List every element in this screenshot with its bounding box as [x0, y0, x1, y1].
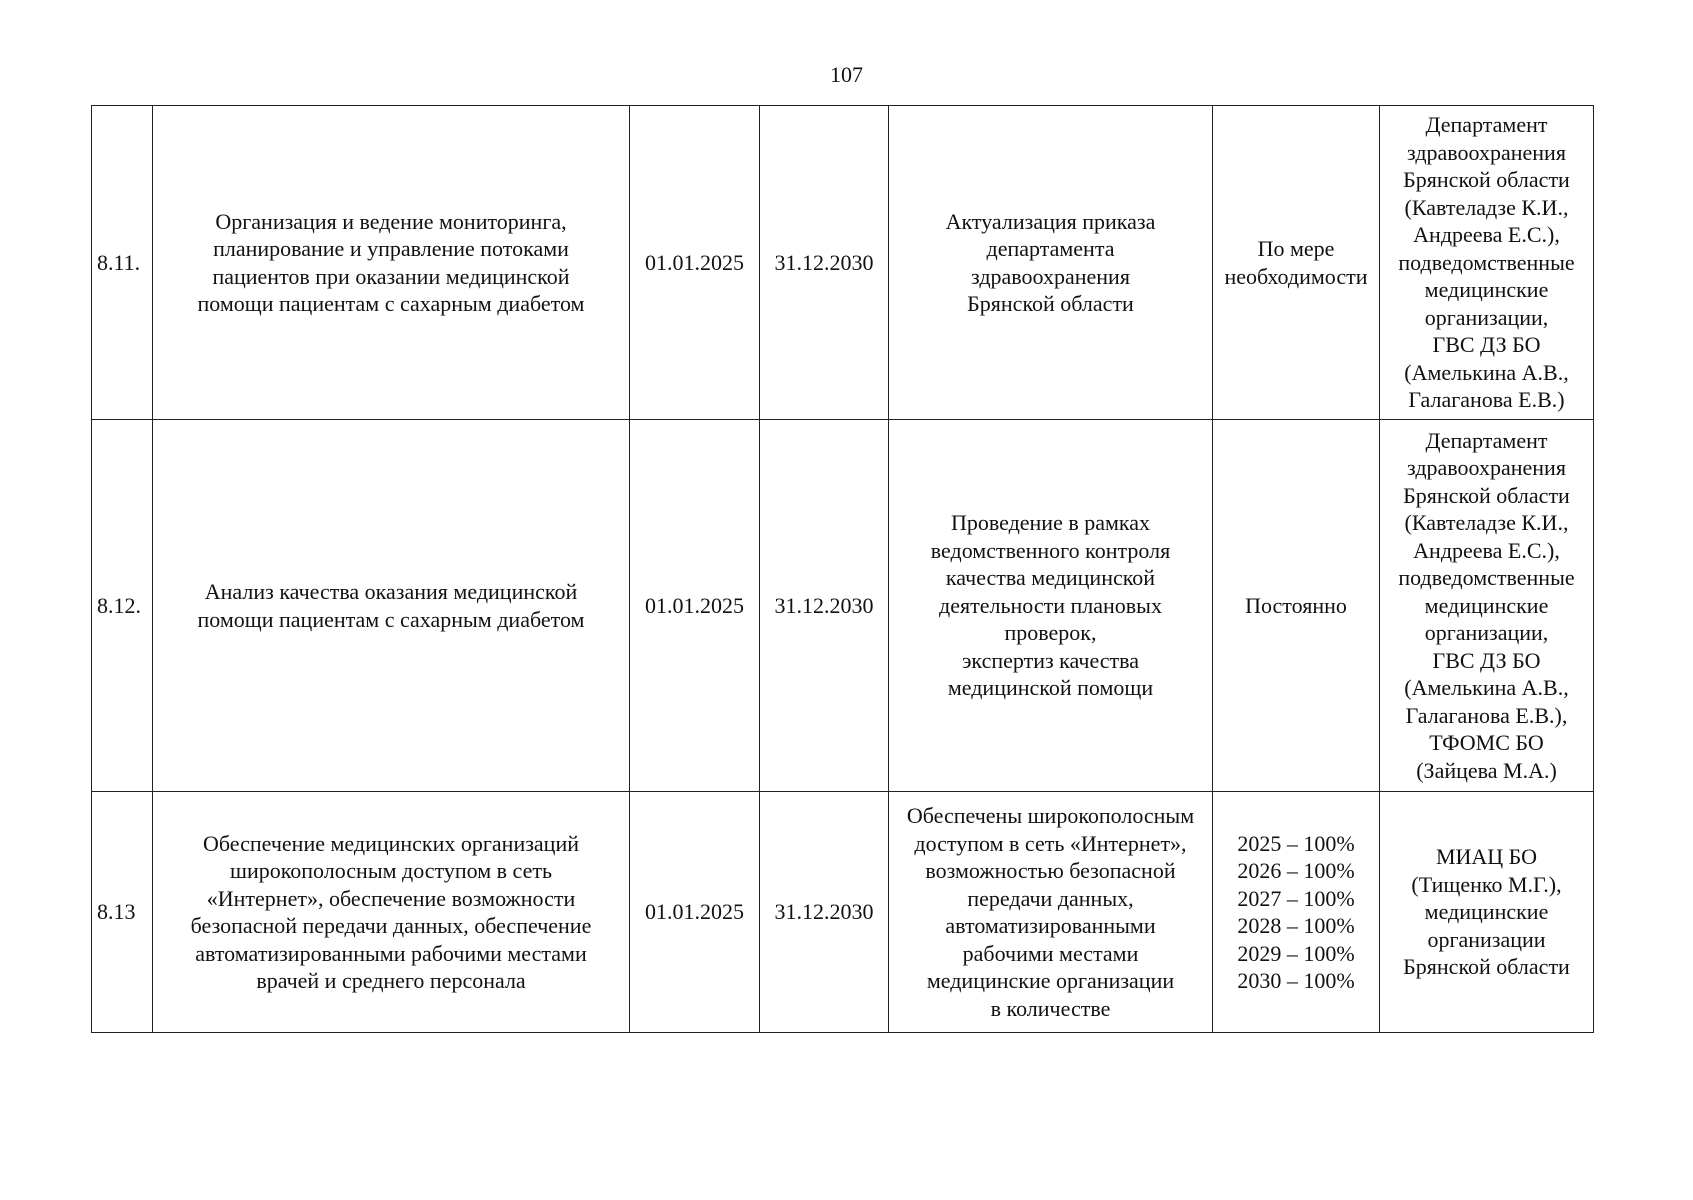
start-date-cell: 01.01.2025: [630, 792, 760, 1033]
indicator-cell: 2025 – 100% 2026 – 100% 2027 – 100% 2028 – 100% 2029 – 100% 2030 – 100%: [1213, 792, 1380, 1033]
table-row: [92, 420, 1594, 792]
end-date-cell: 31.12.2030: [760, 420, 889, 792]
result-cell: Проведение в рамках ведомственного контроля качества медицинской деятельности плановых проверок, экспертиз качества медицинской помощи: [889, 420, 1213, 792]
row-number: 8.12.: [92, 420, 153, 792]
end-date-cell: 31.12.2030: [760, 106, 889, 420]
responsible-cell: МИАЦ БО (Тищенко М.Г.), медицинские организации Брянской области: [1380, 792, 1594, 1033]
responsible-cell: Департамент здравоохранения Брянской области (Кавтеладзе К.И., Андреева Е.С.), подведомственные медицинские организации, ГВС ДЗ БО (Амелькина А.В., Галаганова Е.В.): [1380, 106, 1594, 420]
plan-table: [91, 105, 1594, 1033]
row-number: 8.11.: [92, 106, 153, 420]
result-cell: Обеспечены широкополосным доступом в сеть «Интернет», возможностью безопасной передачи данных, автоматизированными рабочими местами медицинские организации в количестве: [889, 792, 1213, 1033]
responsible-cell: Департамент здравоохранения Брянской области (Кавтеладзе К.И., Андреева Е.С.), подведомственные медицинские организации, ГВС ДЗ БО (Амелькина А.В., Галаганова Е.В.), ТФОМС БО (Зайцева М.А.): [1380, 420, 1594, 792]
end-date-cell: 31.12.2030: [760, 792, 889, 1033]
table-row: [92, 106, 1594, 420]
activity-cell: Анализ качества оказания медицинской помощи пациентам с сахарным диабетом: [153, 420, 630, 792]
indicator-cell: По мере необходимости: [1213, 106, 1380, 420]
activity-cell: Организация и ведение мониторинга, планирование и управление потоками пациентов при оказании медицинской помощи пациентам с сахарным диабетом: [153, 106, 630, 420]
activity-cell: Обеспечение медицинских организаций широкополосным доступом в сеть «Интернет», обеспечение возможности безопасной передачи данных, обеспечение автоматизированными рабочими местами врачей и среднего персонала: [153, 792, 630, 1033]
row-number: 8.13: [92, 792, 153, 1033]
page-number: 107: [830, 62, 863, 87]
start-date-cell: 01.01.2025: [630, 106, 760, 420]
table-row: [92, 792, 1594, 1033]
result-cell: Актуализация приказа департамента здравоохранения Брянской области: [889, 106, 1213, 420]
indicator-cell: Постоянно: [1213, 420, 1380, 792]
start-date-cell: 01.01.2025: [630, 420, 760, 792]
